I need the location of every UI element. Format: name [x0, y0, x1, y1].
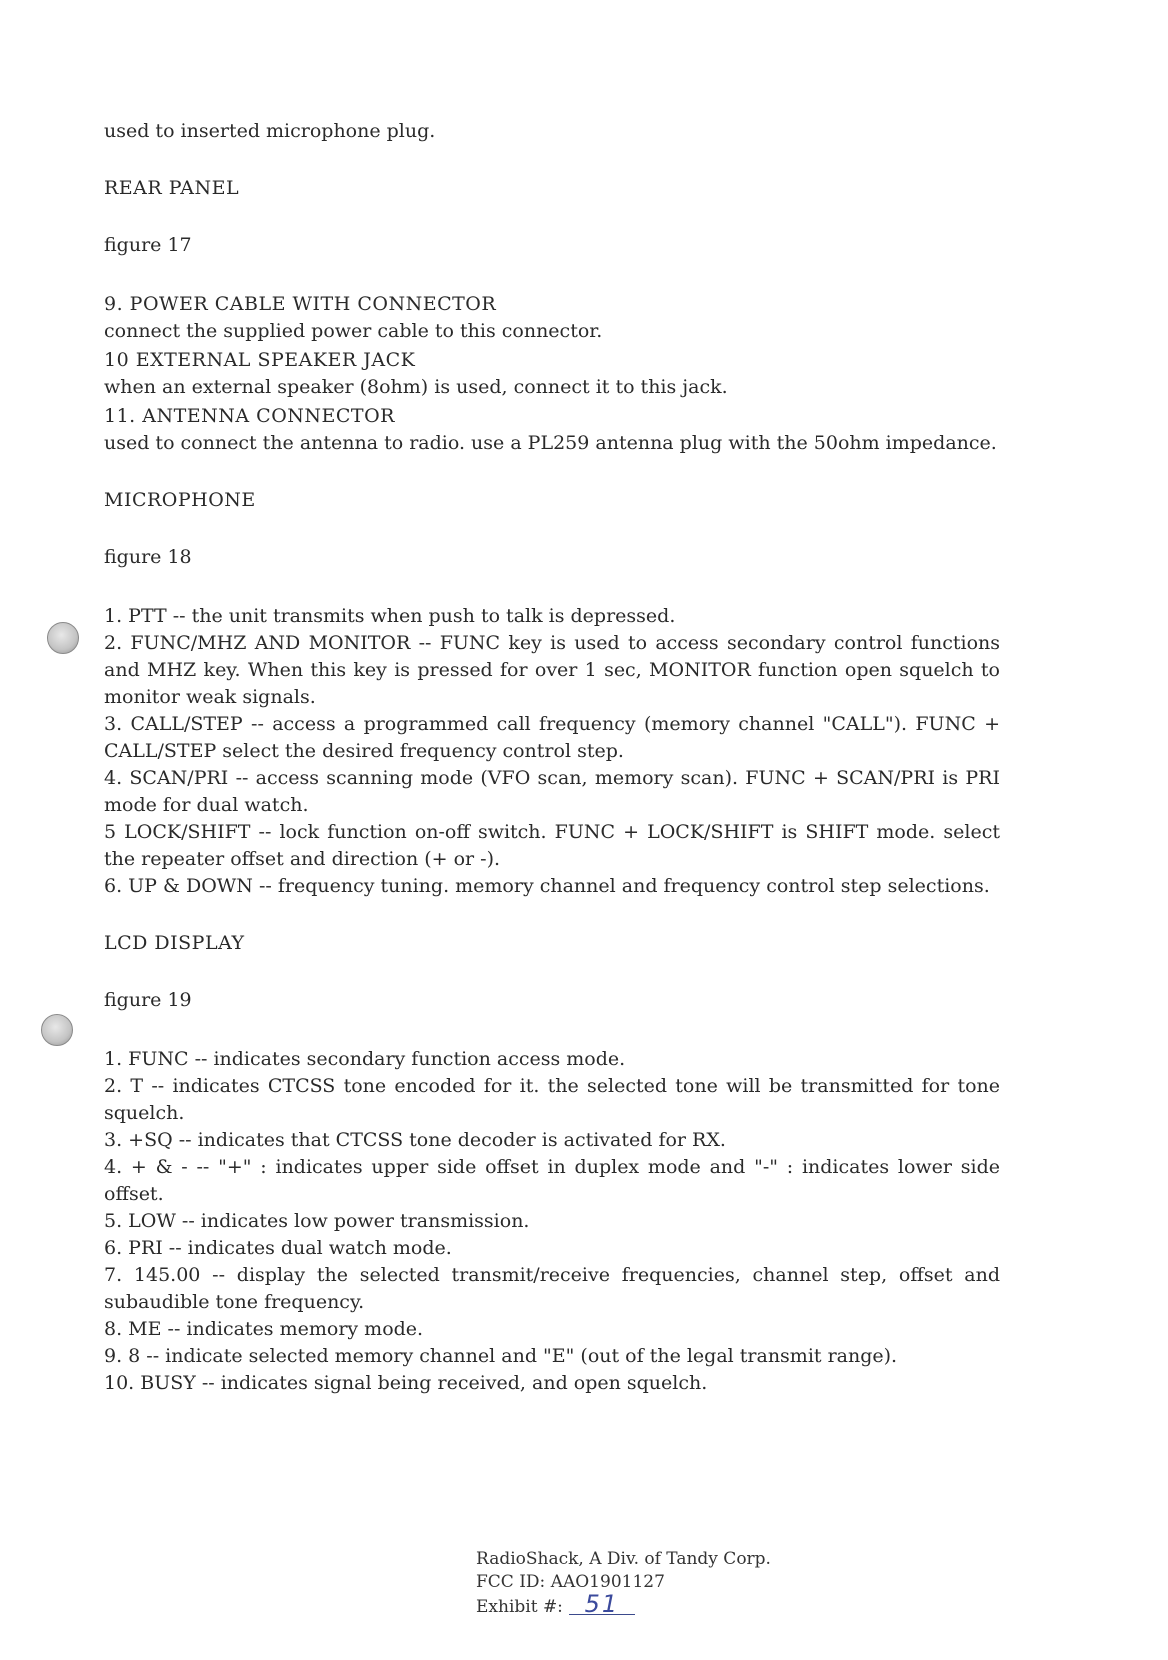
lcd-item: 10. BUSY -- indicates signal being received, and open squelch. — [104, 1372, 708, 1394]
intro-line: used to inserted microphone plug. — [104, 120, 436, 142]
microphone-item: 5 LOCK/SHIFT -- lock function on-off switch. FUNC + LOCK/SHIFT is SHIFT mode. select the repeater offset and direction (+ or -). — [104, 821, 1000, 870]
rear-item-desc: connect the supplied power cable to this connector. — [104, 320, 603, 342]
punch-hole-icon — [41, 1014, 73, 1046]
lcd-item: 4. + & - -- "+" : indicates upper side offset in duplex mode and "-" : indicates lower side offset. — [104, 1156, 1000, 1205]
rear-panel-figure-label: figure 17 — [104, 234, 192, 256]
fcc-id-line: FCC ID: AAO1901127 — [476, 1572, 665, 1592]
lcd-item: 6. PRI -- indicates dual watch mode. — [104, 1237, 452, 1259]
microphone-item: 2. FUNC/MHZ AND MONITOR -- FUNC key is used to access secondary control functions and MHZ key. When this key is pressed for over 1 sec, MONITOR function open squelch to monitor weak signals. — [104, 632, 1000, 708]
lcd-display-figure-label: figure 19 — [104, 989, 192, 1011]
exhibit-stamp — [476, 1548, 771, 1619]
lcd-display-heading: LCD DISPLAY — [104, 932, 245, 954]
rear-item-title: 10 EXTERNAL SPEAKER JACK — [104, 349, 416, 371]
microphone-item: 1. PTT -- the unit transmits when push to talk is depressed. — [104, 605, 676, 627]
lcd-item: 9. 8 -- indicate selected memory channel and "E" (out of the legal transmit range). — [104, 1345, 898, 1367]
microphone-item: 4. SCAN/PRI -- access scanning mode (VFO scan, memory scan). FUNC + SCAN/PRI is PRI mode for dual watch. — [104, 767, 1000, 816]
rear-panel-heading: REAR PANEL — [104, 177, 240, 199]
lcd-item: 5. LOW -- indicates low power transmission. — [104, 1210, 530, 1232]
document-body — [104, 118, 1004, 1397]
rear-item-desc: when an external speaker (8ohm) is used, connect it to this jack. — [104, 376, 728, 398]
rear-item-title: 11. ANTENNA CONNECTOR — [104, 405, 395, 427]
microphone-figure-label: figure 18 — [104, 546, 192, 568]
exhibit-label: Exhibit #: — [476, 1597, 563, 1617]
exhibit-row — [476, 1590, 771, 1619]
microphone-item: 3. CALL/STEP -- access a programmed call frequency (memory channel "CALL"). FUNC + CALL/STEP select the desired frequency control step. — [104, 713, 1000, 762]
rear-item-desc: used to connect the antenna to radio. use a PL259 antenna plug with the 50ohm impedance. — [104, 432, 997, 454]
lcd-item: 2. T -- indicates CTCSS tone encoded for it. the selected tone will be transmitted for tone squelch. — [104, 1075, 1000, 1124]
lcd-item: 7. 145.00 -- display the selected transmit/receive frequencies, channel step, offset and subaudible tone frequency. — [104, 1264, 1000, 1313]
company-line: RadioShack, A Div. of Tandy Corp. — [476, 1549, 771, 1569]
lcd-item: 1. FUNC -- indicates secondary function access mode. — [104, 1048, 626, 1070]
exhibit-number: 51 — [569, 1594, 635, 1615]
punch-hole-icon — [47, 622, 79, 654]
microphone-item: 6. UP & DOWN -- frequency tuning. memory channel and frequency control step selections. — [104, 875, 990, 897]
rear-item-title: 9. POWER CABLE WITH CONNECTOR — [104, 293, 497, 315]
lcd-item: 3. +SQ -- indicates that CTCSS tone decoder is activated for RX. — [104, 1129, 726, 1151]
lcd-item: 8. ME -- indicates memory mode. — [104, 1318, 424, 1340]
microphone-heading: MICROPHONE — [104, 489, 256, 511]
